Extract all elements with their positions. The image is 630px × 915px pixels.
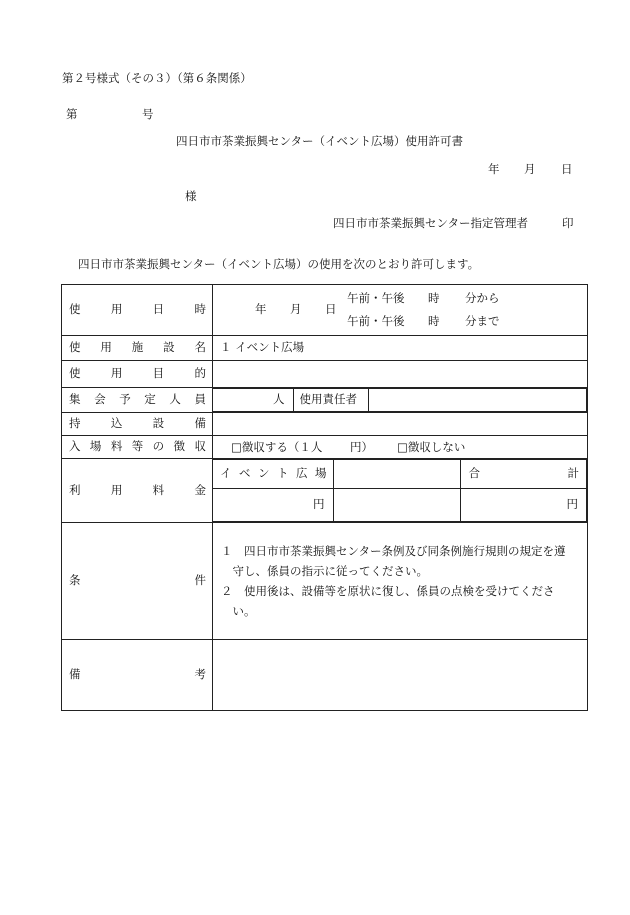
- label-char: 合: [468, 466, 480, 481]
- addressee-sama: 様: [185, 189, 197, 203]
- label-char: 時: [194, 302, 206, 317]
- attendance-unit: 人: [273, 392, 285, 407]
- doc-number-dai: 第: [66, 107, 78, 121]
- start-ji: 時: [428, 291, 440, 305]
- form-number-label: 第２号様式（その３）（第６条関係）: [62, 71, 252, 85]
- value-attendance: [213, 388, 588, 413]
- label-char: 使: [69, 302, 81, 317]
- label-char: 使: [69, 340, 81, 355]
- end-ampm: 午前・午後: [347, 314, 405, 328]
- datetime-nen: 年: [255, 302, 267, 316]
- row-equipment: [62, 413, 588, 436]
- label-char: 利: [69, 482, 81, 497]
- label-char: イ: [220, 466, 232, 481]
- value-equipment[interactable]: [213, 413, 588, 436]
- condition-2-line-1: ２ 使用後は、設備等を原状に復し、係員の点検を受けてくださ: [221, 584, 555, 598]
- label-char: 予: [119, 392, 131, 407]
- fee-yen-2: 円: [566, 497, 578, 512]
- doc-number-go: 号: [142, 107, 154, 121]
- label-char: 料: [110, 439, 123, 454]
- label-text: [62, 669, 212, 681]
- date-tsuki: 月: [524, 162, 536, 176]
- label-char: 人: [169, 392, 181, 407]
- issuer-name: 四日市市茶業振興センター指定管理者: [333, 216, 529, 230]
- label-char: 用: [110, 482, 123, 497]
- label-char: 集: [69, 392, 81, 407]
- fee-event-label: [213, 460, 333, 489]
- value-usage-datetime[interactable]: [213, 285, 588, 336]
- condition-1-line-2: 守し、係員の指示に従ってください。: [221, 563, 428, 578]
- label-char: 金: [194, 482, 206, 497]
- label-text: [213, 468, 333, 480]
- row-conditions: [62, 523, 588, 640]
- label-char: 目: [152, 366, 165, 381]
- value-facility[interactable]: １ イベント広場: [213, 336, 588, 361]
- admission-option-collect[interactable]: □徴収する（１人: [231, 440, 323, 454]
- admission-option-none[interactable]: □徴収しない: [397, 440, 466, 454]
- label-char: 場: [89, 439, 102, 454]
- label-char: 考: [194, 667, 206, 682]
- label-char: 計: [567, 466, 579, 481]
- label-text: [62, 342, 212, 354]
- document-title: 四日市市茶業振興センター（イベント広場）使用許可書: [176, 134, 464, 148]
- row-fee: [62, 459, 588, 523]
- fee-total-amount[interactable]: [460, 489, 587, 522]
- row-purpose: [62, 361, 588, 388]
- label-text: [62, 441, 212, 453]
- datetime-tsuki: 月: [290, 302, 302, 316]
- label-char: ベ: [239, 466, 251, 481]
- label-text: [62, 482, 212, 497]
- label-char: 料: [152, 482, 165, 497]
- label-admission: [62, 436, 213, 459]
- label-purpose: [62, 361, 213, 388]
- row-usage-datetime: [62, 285, 588, 336]
- label-char: 持: [69, 416, 81, 431]
- intro-text: 四日市市茶業振興センター（イベント広場）の使用を次のとおり許可します。: [78, 257, 480, 271]
- label-char: 収: [194, 439, 206, 454]
- label-char: の: [152, 439, 165, 454]
- fee-total-label: [460, 460, 587, 489]
- label-attendance: [62, 388, 213, 413]
- end-ji: 時: [428, 314, 440, 328]
- permit-form-table: [61, 284, 588, 711]
- label-char: ン: [258, 466, 270, 481]
- label-char: 設: [163, 340, 175, 355]
- label-char: 条: [69, 573, 81, 588]
- manager-value[interactable]: [368, 389, 587, 412]
- fee-blank-2: [333, 489, 460, 522]
- admission-yen: 円）: [350, 440, 373, 454]
- value-purpose[interactable]: [213, 361, 588, 388]
- label-char: 使: [69, 366, 81, 381]
- value-remarks[interactable]: [213, 640, 588, 711]
- label-char: 等: [131, 439, 144, 454]
- value-admission: [213, 436, 588, 459]
- label-char: 用: [110, 366, 123, 381]
- row-facility: [62, 336, 588, 361]
- label-conditions: [62, 523, 213, 640]
- value-fee: [213, 459, 588, 523]
- label-equipment: [62, 413, 213, 436]
- label-char: 員: [194, 392, 206, 407]
- label-char: 定: [144, 392, 156, 407]
- label-char: 日: [152, 302, 165, 317]
- seal-mark: 印: [562, 216, 574, 230]
- label-char: 入: [69, 439, 81, 454]
- label-text: [62, 394, 212, 406]
- end-fun: 分まで: [465, 314, 500, 328]
- start-ampm: 午前・午後: [347, 291, 405, 305]
- label-char: 備: [194, 416, 206, 431]
- label-usage-datetime: [62, 285, 213, 336]
- label-char: 場: [315, 466, 327, 481]
- label-text: [62, 575, 212, 587]
- label-char: 名: [194, 340, 206, 355]
- label-char: 会: [94, 392, 106, 407]
- datetime-hi: 日: [325, 302, 337, 316]
- label-facility: [62, 336, 213, 361]
- label-char: 徴: [173, 439, 186, 454]
- label-text: [461, 468, 587, 480]
- label-char: 施: [131, 340, 144, 355]
- label-char: 用: [110, 302, 123, 317]
- row-attendance: [62, 388, 588, 413]
- label-char: ト: [277, 466, 289, 481]
- start-fun: 分から: [465, 291, 500, 305]
- label-char: 備: [69, 667, 81, 682]
- attendance-count[interactable]: [213, 389, 293, 412]
- label-remarks: [62, 640, 213, 711]
- fee-event-amount[interactable]: [213, 489, 333, 522]
- date-hi: 日: [561, 162, 573, 176]
- label-fee: [62, 459, 213, 523]
- date-nen: 年: [488, 162, 500, 176]
- condition-2-line-2: い。: [221, 604, 256, 619]
- label-text: [62, 418, 212, 430]
- label-text: [62, 304, 212, 316]
- manager-label: 使用責任者: [293, 389, 368, 412]
- label-char: 設: [152, 416, 165, 431]
- row-remarks: [62, 640, 588, 711]
- condition-1-line-1: １ 四日市市茶業振興センター条例及び同条例施行規則の規定を遵: [221, 543, 566, 558]
- label-char: 件: [194, 573, 206, 588]
- label-char: 的: [194, 366, 206, 381]
- value-conditions: [213, 523, 588, 640]
- label-text: [62, 368, 212, 380]
- fee-yen-1: 円: [313, 497, 325, 512]
- label-char: 込: [110, 416, 123, 431]
- label-char: 広: [296, 466, 308, 481]
- label-char: 用: [100, 340, 112, 355]
- row-admission: [62, 436, 588, 459]
- fee-event-blank[interactable]: [333, 460, 460, 489]
